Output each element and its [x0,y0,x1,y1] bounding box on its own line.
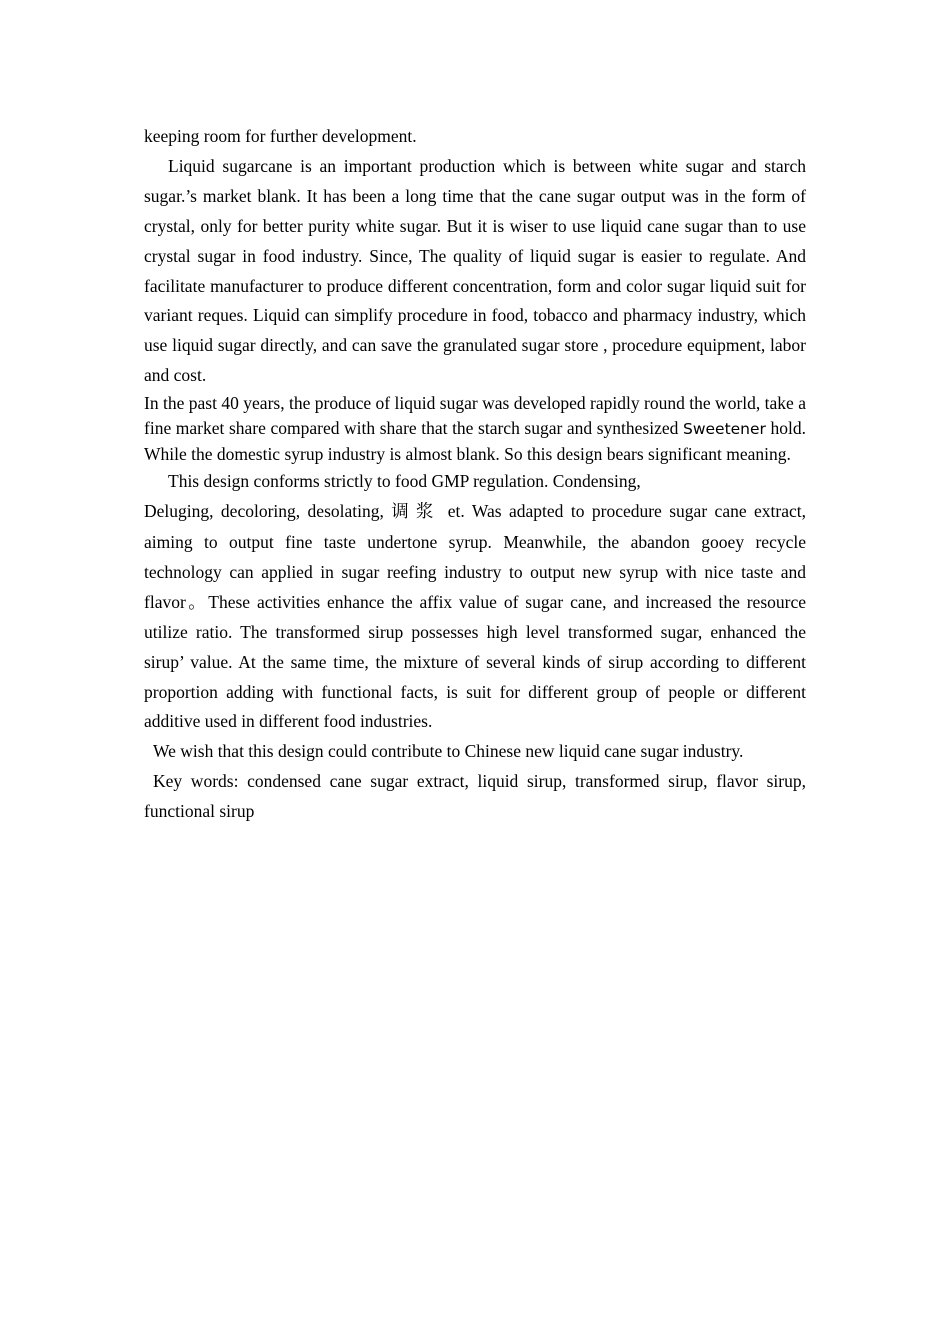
paragraph-process-text-c: et. Was adapted to procedure sugar cane extract, aiming to output fine taste undertone syrup. Meanwhile, the abandon gooey recycle technology can applied in sugar reefing industry to output new syrup with nice taste and flavor。These activities enhance the affix value of sugar cane, and increased the resource utilize ratio. The transformed sirup possesses high level transformed sugar, enhanced the sirup’ value. At the same time, the mixture of several kinds of sirup according to different proportion adding with functional facts, is suit for different group of people or different additive used in different food industries. [144,501,807,732]
paragraph-continuation: keeping room for further development. [144,126,417,146]
paragraph-process-text-a: Deluging, decoloring, desolating, [144,501,392,522]
paragraph-process [144,497,806,737]
paragraph-past-40-years-text-c: hold. While the domestic syrup industry is almost blank. So this design bears significant meaning. [144,418,806,465]
paragraph-wish: We wish that this design could contribute to Chinese new liquid cane sugar industry. [153,741,744,762]
document-body [144,122,806,827]
sweetener-word: Sweetener [682,420,766,439]
paragraph-past-40-years [144,391,806,467]
paragraph-past-40-years-text-a: In the past 40 years, the produce of liquid sugar was developed rapidly round the world, take a fine market share compared with share that the starch sugar and synthesized [144,393,806,439]
paragraph-gmp-intro: This design conforms strictly to food GMP regulation. Condensing, [168,471,641,492]
paragraph-liquid-sugarcane: Liquid sugarcane is an important production which is between white sugar and starch sugar.’s market blank. It has been a long time that the cane sugar output was in the form of crystal, only for better purity white sugar. But it is wiser to use liquid cane sugar than to use crystal sugar in food industry. Since, The quality of liquid sugar is easier to regulate. And facilitate manufacturer to produce different concentration, form and color sugar liquid suit for variant reques. Liquid can simplify procedure in food, tobacco and pharmacy industry, which use liquid sugar directly, and can save the granulated sugar store , procedure equipment, labor and cost. [144,155,806,386]
paragraph-key-words: Key words: condensed cane sugar extract, liquid sirup, transformed sirup, flavor sirup, functional sirup [144,771,806,822]
chinese-term: 调浆 [391,502,441,523]
